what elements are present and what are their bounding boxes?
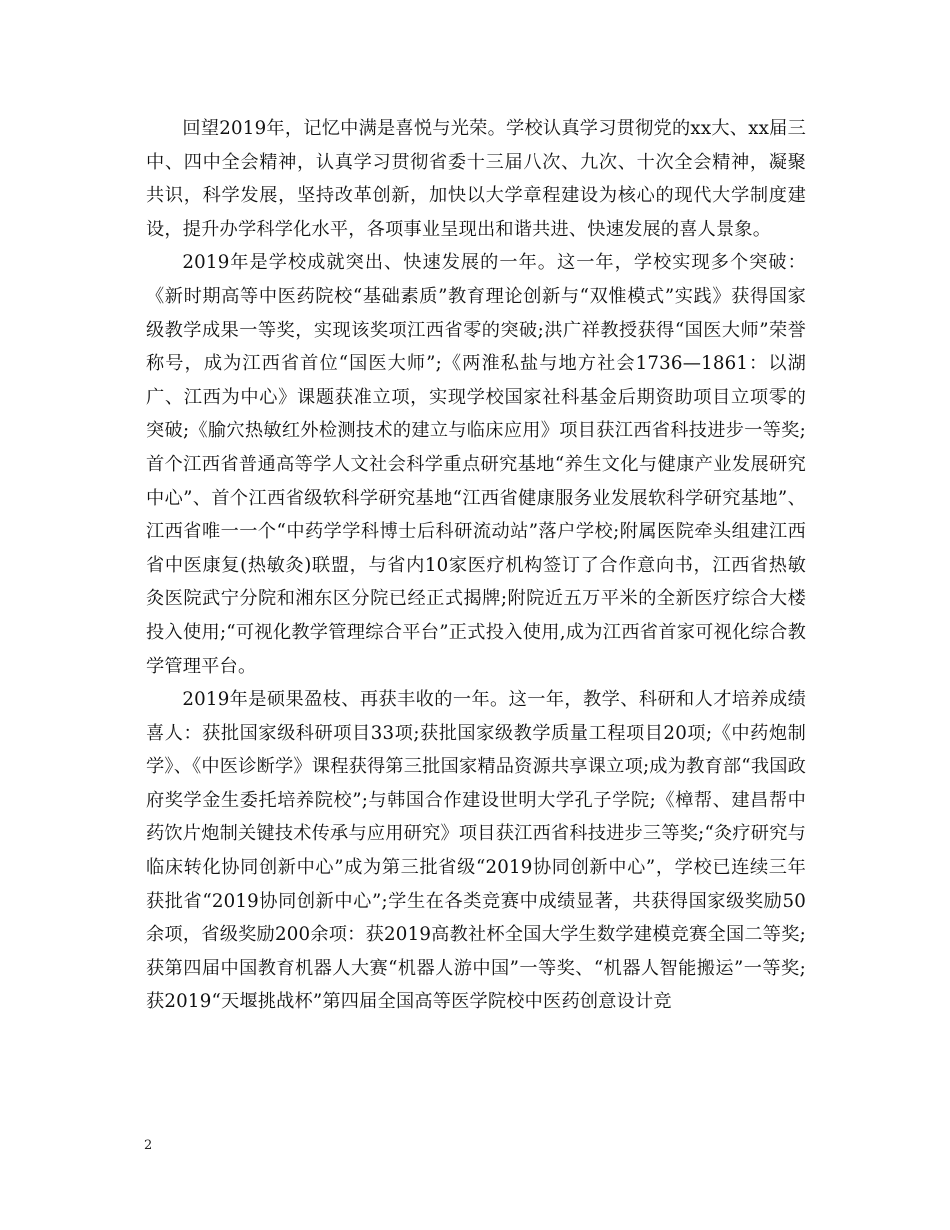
paragraph-breakthroughs: 2019年是学校成就突出、快速发展的一年。这一年，学校实现多个突破：《新时期高等中医药院校“基础素质”教育理论创新与“双惟模式”实践》获得国家级教学成果一等奖，实现该奖项江西省零的突破;洪广祥教授获得“国医大师”荣誉称号，成为江西省首位“国医大师”;《两淮私盐与地方社会1736—1861：以湖广、江西为中心》课题获准立项，实现学校国家社科基金后期资助项目立项零的突破;《腧穴热敏红外检测技术的建立与临床应用》项目获江西省科技进步一等奖;首个江西省普通高等学人文社会科学重点研究基地“养生文化与健康产业发展研究中心”、首个江西省级软科学研究基地“江西省健康服务业发展软科学研究基地”、江西省唯一一个“中药学学科博士后科研流动站”落户学校;附属医院牵头组建江西省中医康复(热敏灸)联盟，与省内10家医疗机构签订了合作意向书，江西省热敏灸医院武宁分院和湘东区分院已经正式揭牌;附院近五万平米的全新医疗综合大楼投入使用;“可视化教学管理综合平台”正式投入使用,成为江西省首家可视化综合教学管理平台。 [146, 252, 806, 677]
paragraph-achievements: 2019年是硕果盈枝、再获丰收的一年。这一年，教学、科研和人才培养成绩喜人：获批国家级科研项目33项;获批国家级教学质量工程项目20项;《中药炮制学》、《中医诊断学》课程获得第三批国家精品资源共享课立项;成为教育部“我国政府奖学金生委托培养院校”;与韩国合作建设世明大学孔子学院;《樟帮、建昌帮中药饮片炮制关键技术传承与应用研究》项目获江西省科技进步三等奖;“灸疗研究与临床转化协同创新中心”成为第三批省级“2019协同创新中心”，学校已连续三年获批省“2019协同创新中心”;学生在各类竞赛中成绩显著，共获得国家级奖励50余项，省级奖励200余项：获2019高教社杯全国大学生数学建模竞赛全国二等奖;获第四届中国教育机器人大赛“机器人游中国”一等奖、“机器人智能搬运”一等奖;获2019“天堰挑战杯”第四届全国高等医学院校中医药创意设计竞 [146, 689, 806, 1013]
paragraph-review-2019: 回望2019年，记忆中满是喜悦与光荣。学校认真学习贯彻党的xx大、xx届三中、四中全会精神，认真学习贯彻省委十三届八次、九次、十次全会精神，凝聚共识，科学发展，坚持改革创新，加快以大学章程建设为核心的现代大学制度建设，提升办学科学化水平，各项事业呈现出和谐共进、快速发展的喜人景象。 [146, 118, 806, 240]
page-number: 2 [144, 1138, 153, 1153]
document-body [146, 112, 806, 1019]
